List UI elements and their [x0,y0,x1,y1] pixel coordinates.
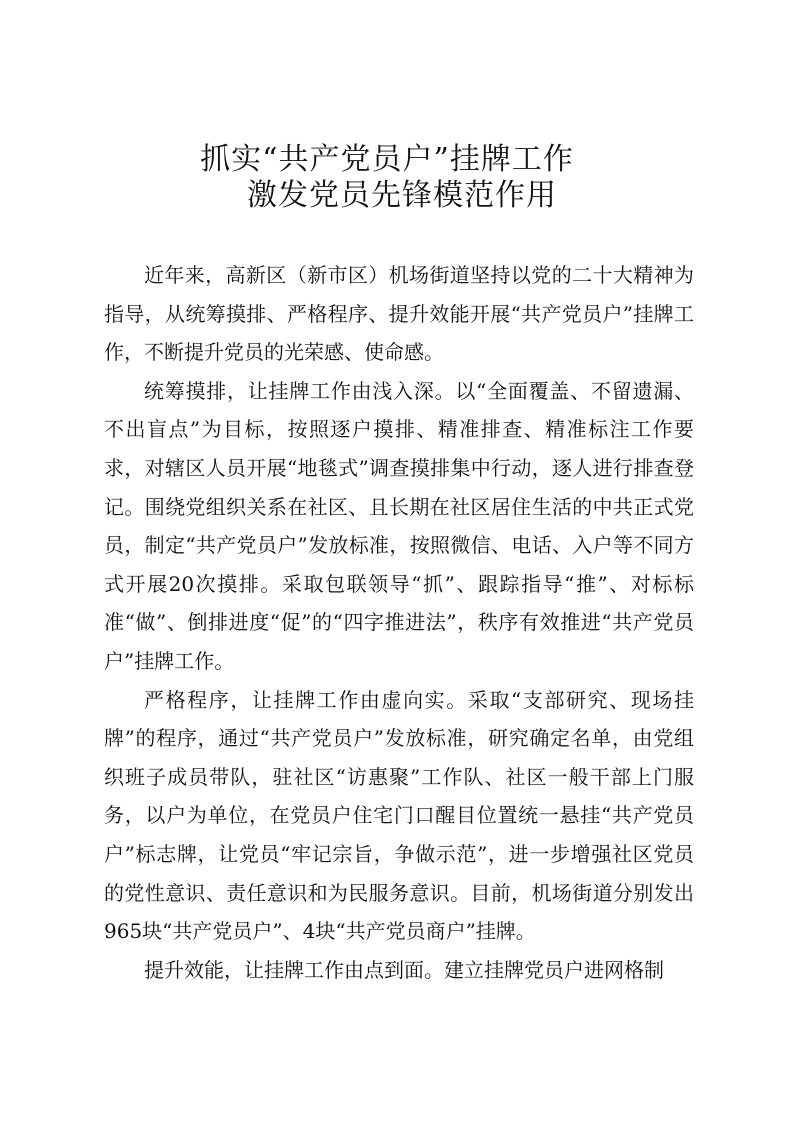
paragraph-intro: 近年来，高新区（新市区）机场街道坚持以党的二十大精神为指导，从统筹摸排、严格程序、提升效能开展“共产党员户”挂牌工作，不断提升党员的光荣感、使命感。 [104,263,694,365]
paragraph-efficiency: 提升效能，让挂牌工作由点到面。建立挂牌党员户进网格制 [144,957,664,982]
document-title-line-2: 激发党员先锋模范作用 [247,178,557,213]
paragraph-procedure: 严格程序，让挂牌工作由虚向实。采取“支部研究、现场挂牌”的程序，通过“共产党员户”发放标准，研究确定名单，由党组织班子成员带队，驻社区“访惠聚”工作队、社区一般干部上门服务，以户为单位，在党员户住宅门口醒目位置统一悬挂“共产党员户”标志牌，让党员“牢记宗旨，争做示范”，进一步增强社区党员的党性意识、责任意识和为民服务意识。目前，机场街道分别发出965块“共产党员户”、4块“共产党员商户”挂牌。 [104,687,694,944]
document-body [104,256,694,989]
document-title-line-1: 抓实“共产党员户”挂牌工作 [200,142,574,177]
paragraph-survey: 统筹摸排，让挂牌工作由浅入深。以“全面覆盖、不留遗漏、不出盲点”为目标，按照逐户摸排、精准排查、精准标注工作要求，对辖区人员开展“地毯式”调查摸排集中行动，逐人进行排查登记。围绕党组织关系在社区、且长期在社区居住生活的中共正式党员，制定“共产党员户”发放标准，按照微信、电话、入户等不同方式开展20次摸排。采取包联领导“抓”、跟踪指导“推”、对标标准“做”、倒排进度“促”的“四字推进法”，秩序有效推进“共产党员户”挂牌工作。 [104,378,694,673]
